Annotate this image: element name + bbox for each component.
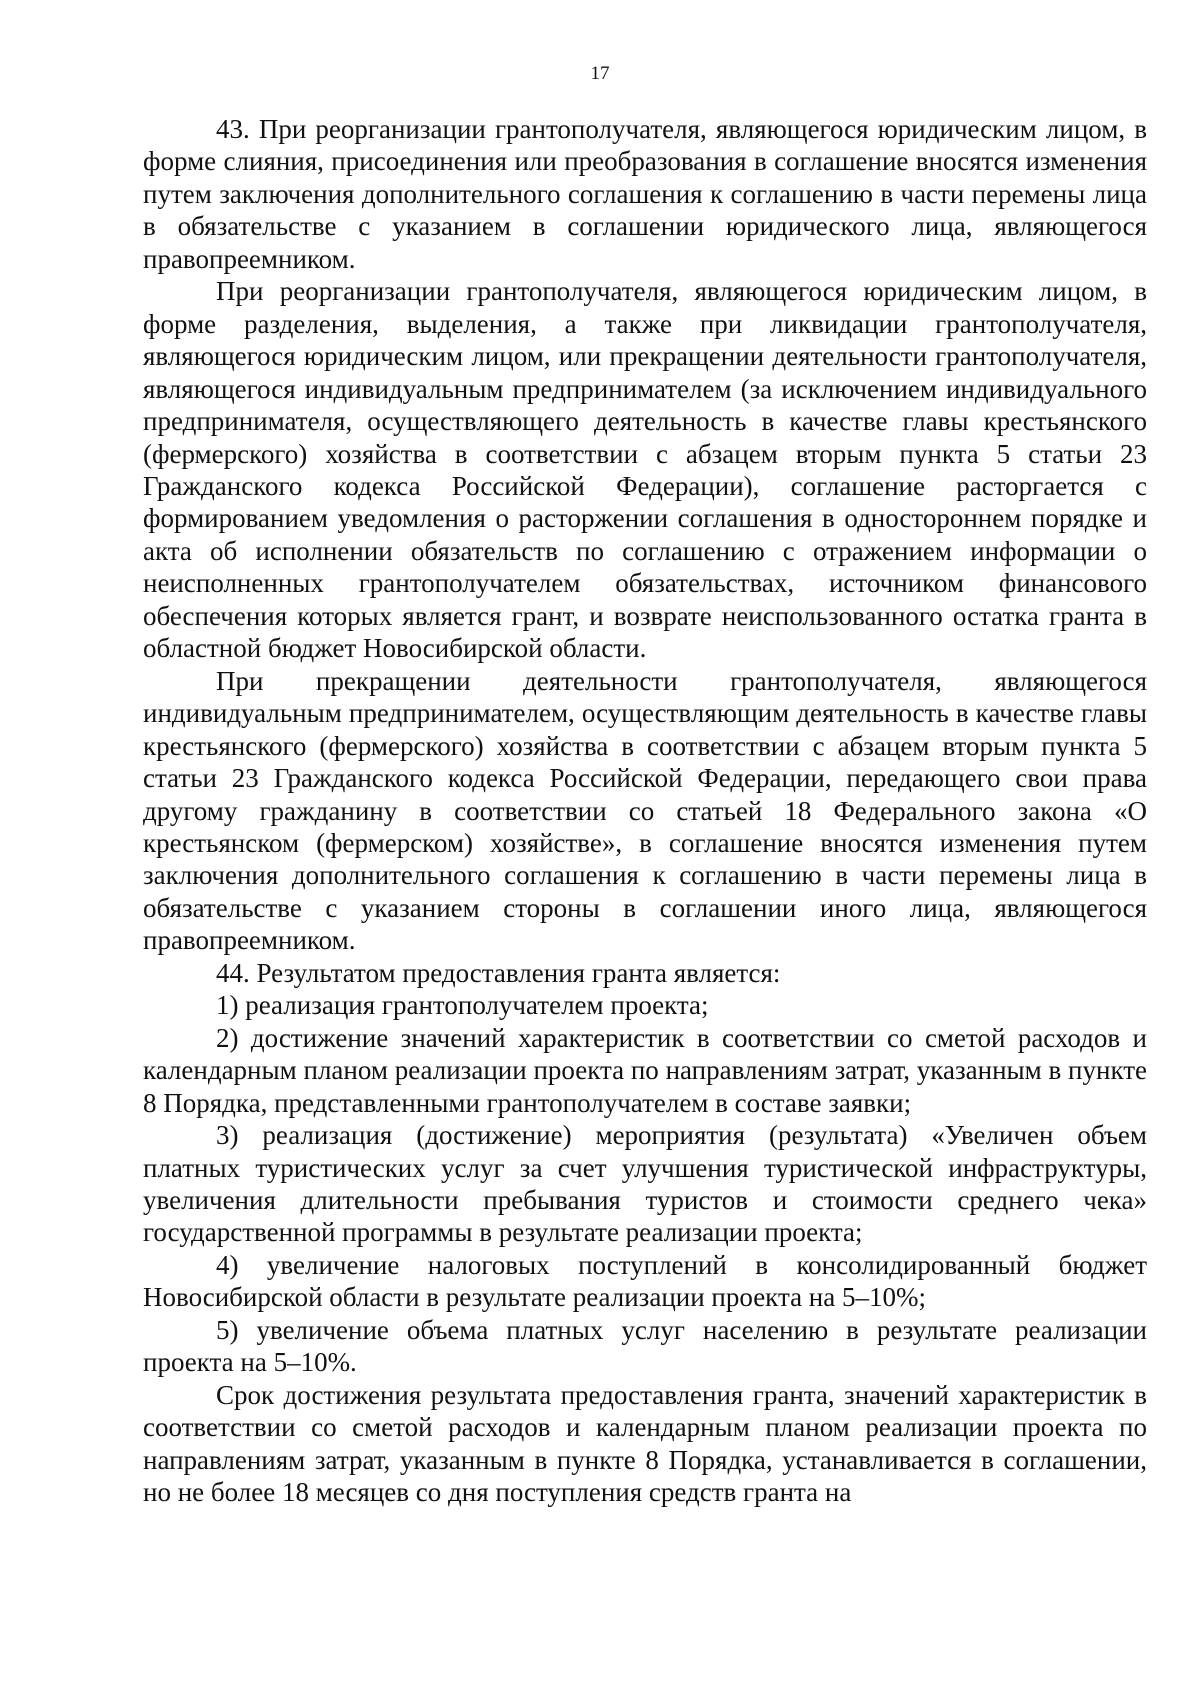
paragraph-43: 43. При реорганизации грантополучателя, являющегося юридическим лицом, в форме слияния, присоединения или преобразования в соглашение вносятся изменения путем заключения дополнительного соглашения к соглашению в части перемены лица в обязательстве с указанием в соглашении юридического лица, являющегося правопреемником. <box>143 114 1147 274</box>
list-item-5: 5) увеличение объема платных услуг населению в результате реализации проекта на 5–10%. <box>143 1314 1147 1378</box>
paragraph-farm-head-termination: При прекращении деятельности грантополучателя, являющегося индивидуальным предпринимателем, осуществляющим деятельность в качестве главы крестьянского (фермерского) хозяйства в соответствии с абзацем вторым пункта 5 статьи 23 Гражданского кодекса Российской Федерации, передающего свои права другому гражданину в соответствии со статьей 18 Федерального закона «О крестьянском (фермерском) хозяйстве», в соглашение вносятся изменения путем заключения дополнительного соглашения к соглашению в части перемены лица в обязательстве с указанием стороны в соглашении иного лица, являющегося правопреемником. <box>143 665 1147 956</box>
paragraph-reorganization-termination: При реорганизации грантополучателя, являющегося юридическим лицом, в форме разделения, выделения, а также при ликвидации грантополучателя, являющегося юридическим лицом, или прекращении деятельности грантополучателя, являющегося индивидуальным предпринимателем (за исключением индивидуального предпринимателя, осуществляющего деятельность в качестве главы крестьянского (фермерского) хозяйства в соответствии с абзацем вторым пункта 5 статьи 23 Гражданского кодекса Российской Федерации), соглашение расторгается с формированием уведомления о расторжении соглашения в одностороннем порядке и акта об исполнении обязательств по соглашению с отражением информации о неисполненных грантополучателем обязательствах, источником финансового обеспечения которых является грант, и возврате неиспользованного остатка гранта в областной бюджет Новосибирской области. <box>143 276 1147 664</box>
list-item-3: 3) реализация (достижение) мероприятия (результата) «Увеличен объем платных туристических услуг за счет улучшения туристической инфраструктуры, увеличения длительности пребывания туристов и стоимости среднего чека» государственной программы в результате реализации проекта; <box>143 1120 1147 1248</box>
list-item-2: 2) достижение значений характеристик в соответствии со сметой расходов и календарным планом реализации проекта по направлениям затрат, указанным в пункте 8 Порядка, представленными грантополучателем в составе заявки; <box>143 1022 1147 1118</box>
document-body <box>143 113 1147 1508</box>
list-item-4: 4) увеличение налоговых поступлений в консолидированный бюджет Новосибирской области в результате реализации проекта на 5–10%; <box>143 1249 1147 1313</box>
paragraph-deadline: Срок достижения результата предоставления гранта, значений характеристик в соответствии со сметой расходов и календарным планом реализации проекта по направлениям затрат, указанным в пункте 8 Порядка, устанавливается в соглашении, но не более 18 месяцев со дня поступления средств гранта на <box>143 1379 1147 1508</box>
page-number: 17 <box>590 63 610 84</box>
list-item-1: 1) реализация грантополучателем проекта; <box>216 990 709 1021</box>
paragraph-44: 44. Результатом предоставления гранта является: <box>216 957 781 988</box>
